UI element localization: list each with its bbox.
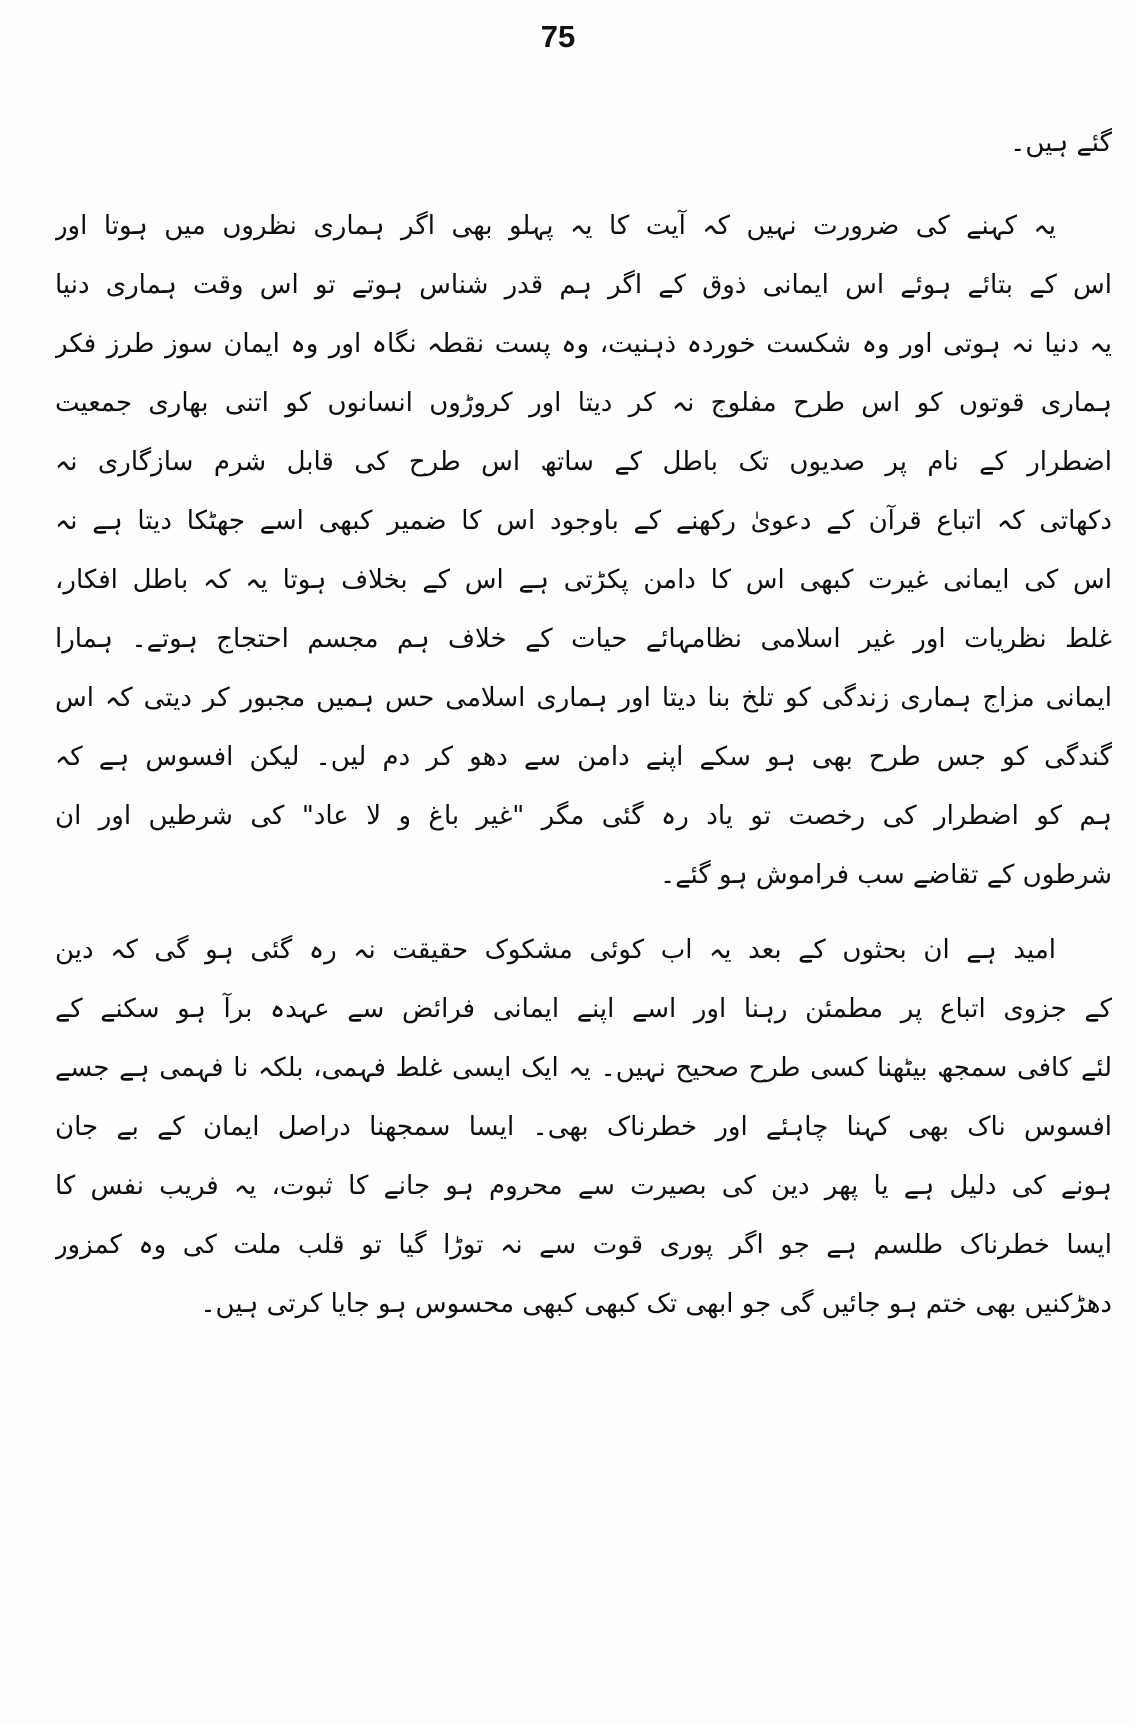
text-line: اس کے بتائے ہوئے اس ایمانی ذوق کے اگر ہم قدر شناس ہوتے تو اس وقت ہماری دنیا — [55, 270, 1112, 300]
text-line: ہونے کی دلیل ہے یا پھر دین کی بصیرت سے محروم ہو جانے کا ثبوت، یہ فریب نفس کا — [55, 1171, 1112, 1201]
text-line: گئے ہیں۔ — [1010, 128, 1112, 158]
text-line: اس کی ایمانی غیرت کبھی اس کا دامن پکڑتی ہے اس کے بخلاف ہوتا یہ کہ باطل افکار، — [55, 565, 1112, 595]
text-line: دکھاتی کہ اتباع قرآن کے دعویٰ رکھنے کے باوجود اس کا ضمیر کبھی اسے جھٹکا دیتا ہے نہ — [55, 506, 1112, 536]
paragraph — [55, 921, 1112, 1334]
text-line: دھڑکنیں بھی ختم ہو جائیں گی جو ابھی تک کبھی کبھی محسوس ہو جایا کرتی ہیں۔ — [200, 1289, 1112, 1319]
text-line: گندگی کو جس طرح بھی ہو سکے اپنے دامن سے دھو کر دم لیں۔ لیکن افسوس ہے کہ — [55, 742, 1112, 772]
page-body — [55, 114, 1112, 1334]
text-line: ایسا خطرناک طلسم ہے جو اگر پوری قوت سے نہ توڑا گیا تو قلب ملت کی وہ کمزور — [55, 1230, 1112, 1260]
continued-paragraph — [55, 114, 1112, 173]
text-line: لئے کافی سمجھ بیٹھنا کسی طرح صحیح نہیں۔ یہ ایک ایسی غلط فہمی، بلکہ نا فہمی ہے جسے — [55, 1053, 1112, 1083]
text-line: ہماری قوتوں کو اس طرح مفلوج نہ کر دیتا اور کروڑوں انسانوں کو اتنی بھاری جمعیت — [55, 388, 1112, 418]
text-line: امید ہے ان بحثوں کے بعد یہ اب کوئی مشکوک حقیقت نہ رہ گئی ہو گی کہ دین — [55, 935, 1056, 965]
text-line: افسوس ناک بھی کہنا چاہئے اور خطرناک بھی۔ ایسا سمجھنا دراصل ایمان کے بے جان — [55, 1112, 1112, 1142]
text-line: شرطوں کے تقاضے سب فراموش ہو گئے۔ — [660, 860, 1112, 890]
text-line: یہ دنیا نہ ہوتی اور وہ شکست خوردہ ذہنیت، وہ پست نقطہ نگاہ اور وہ ایمان سوز طرز فکر — [55, 329, 1112, 359]
text-line: کے جزوی اتباع پر مطمئن رہنا اور اسے اپنے ایمانی فرائض سے عہدہ برآ ہو سکنے کے — [55, 994, 1112, 1024]
text-line: یہ کہنے کی ضرورت نہیں کہ آیت کا یہ پہلو بھی اگر ہماری نظروں میں ہوتا اور — [55, 211, 1056, 241]
text-line: غلط نظریات اور غیر اسلامی نظامہائے حیات کے خلاف ہم مجسم احتجاج ہوتے۔ ہمارا — [55, 624, 1112, 654]
text-line: ایمانی مزاج ہماری زندگی کو تلخ بنا دیتا اور ہماری اسلامی حس ہمیں مجبور کر دیتی کہ اس — [55, 683, 1112, 713]
paragraph — [55, 197, 1112, 905]
page-number: 75 — [540, 19, 576, 54]
text-line: ہم کو اضطرار کی رخصت تو یاد رہ گئی مگر "غیر باغ و لا عاد" کی شرطیں اور ان — [55, 801, 1112, 831]
text-line: اضطرار کے نام پر صدیوں تک باطل کے ساتھ اس طرح کی قابل شرم سازگاری نہ — [55, 447, 1112, 477]
